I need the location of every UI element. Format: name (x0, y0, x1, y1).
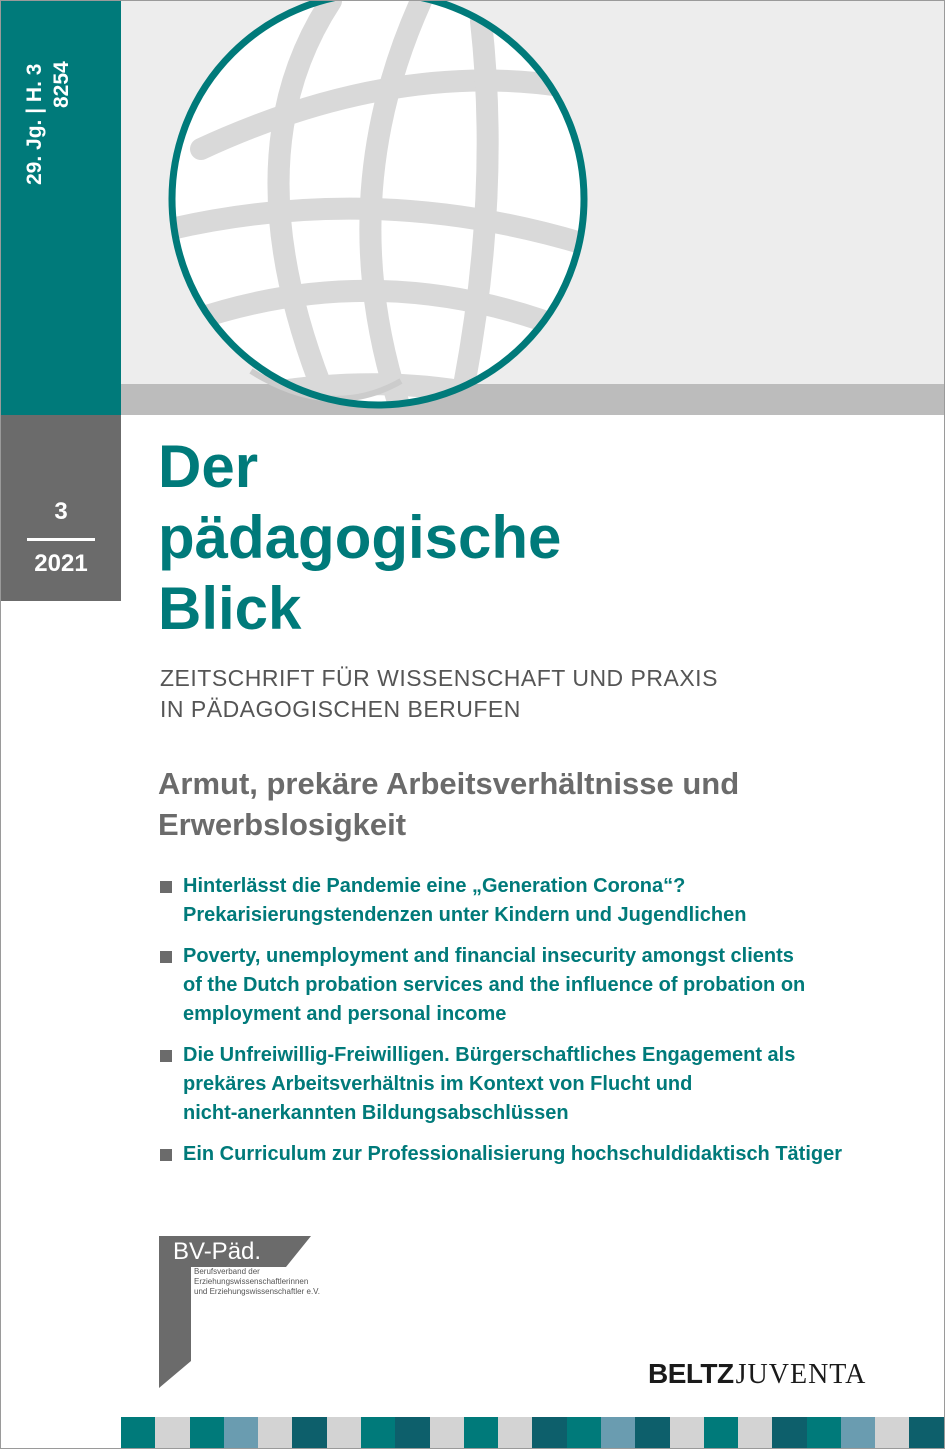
bar-segment (635, 1417, 669, 1448)
bar-segment (327, 1417, 361, 1448)
association-desc-line: und Erziehungswissenschaftler e.V. (194, 1287, 320, 1296)
list-item (160, 1041, 900, 1128)
bar-segment (395, 1417, 429, 1448)
article-line: prekäres Arbeitsverhältnis im Kontext von Flucht und (183, 1073, 693, 1095)
issue-year: 2021 (34, 550, 88, 577)
journal-subtitle (160, 663, 718, 725)
article-title (183, 872, 900, 930)
bar-segment (292, 1417, 326, 1448)
volume-label (21, 61, 75, 185)
article-title (183, 1041, 900, 1128)
bar-segment (258, 1417, 292, 1448)
square-bullet-icon (160, 881, 172, 893)
publisher-logo (648, 1357, 866, 1392)
square-bullet-icon (160, 1050, 172, 1062)
bar-segment (430, 1417, 464, 1448)
article-line: Hinterlässt die Pandemie eine „Generation Corona“? (183, 875, 686, 897)
bar-segment (121, 1417, 155, 1448)
association-name: BV-Päd. (173, 1238, 262, 1265)
contents-list (160, 872, 900, 1181)
association-description (194, 1267, 320, 1297)
bar-segment (361, 1417, 395, 1448)
bar-segment (704, 1417, 738, 1448)
subtitle-line-2: IN PÄDAGOGISCHEN BERUFEN (160, 696, 521, 722)
publisher-name-juventa: JUVENTA (735, 1359, 867, 1390)
bar-segment (875, 1417, 909, 1448)
square-bullet-icon (160, 1149, 172, 1161)
article-title (183, 1140, 900, 1169)
article-line: Die Unfreiwillig-Freiwilligen. Bürgerschaftliches Engagement als (183, 1044, 796, 1066)
globe-icon (161, 1, 596, 421)
bar-segment (841, 1417, 875, 1448)
journal-title (158, 431, 561, 644)
issue-divider (27, 538, 95, 541)
title-line-3: Blick (158, 575, 302, 642)
topic-line-2: Erwerbslosigkeit (158, 807, 407, 842)
article-title (183, 942, 900, 1029)
list-item (160, 942, 900, 1029)
volume-block (1, 1, 121, 415)
article-line: nicht-anerkannten Bildungsabschlüssen (183, 1102, 569, 1124)
bar-segment (807, 1417, 841, 1448)
list-item (160, 872, 900, 930)
article-line: employment and personal income (183, 1003, 507, 1025)
title-line-2: pädagogische (158, 504, 562, 571)
association-desc-line: Berufsverband der (194, 1267, 260, 1276)
bar-segment (909, 1417, 943, 1448)
title-line-1: Der (158, 433, 259, 500)
article-line: Prekarisierungstendenzen unter Kindern und Jugendlichen (183, 904, 747, 926)
bar-segment (567, 1417, 601, 1448)
bar-segment (670, 1417, 704, 1448)
bar-segment (224, 1417, 258, 1448)
bar-segment (738, 1417, 772, 1448)
bar-segment (601, 1417, 635, 1448)
publisher-name-beltz: BELTZ (648, 1358, 734, 1389)
article-line: Ein Curriculum zur Professionalisierung hochschuldidaktisch Tätiger (183, 1143, 843, 1165)
bar-segment (155, 1417, 189, 1448)
association-desc-line: Erziehungswissenschaftlerinnen (194, 1277, 309, 1286)
topic-line-1: Armut, prekäre Arbeitsverhältnisse und (158, 766, 740, 801)
issue-topic (158, 763, 918, 845)
subtitle-line-1: ZEITSCHRIFT FÜR WISSENSCHAFT UND PRAXIS (160, 665, 718, 691)
bar-segment (190, 1417, 224, 1448)
decorative-bottom-bar (121, 1417, 944, 1448)
issue-number: 3 (54, 498, 68, 525)
bar-segment (532, 1417, 566, 1448)
bar-segment (498, 1417, 532, 1448)
bar-segment (772, 1417, 806, 1448)
article-line: of the Dutch probation services and the influence of probation on (183, 974, 806, 996)
article-line: Poverty, unemployment and financial insecurity amongst clients (183, 945, 794, 967)
bar-segment (464, 1417, 498, 1448)
volume-line-2: 8254 (50, 61, 73, 108)
square-bullet-icon (160, 951, 172, 963)
issue-block (1, 415, 121, 601)
volume-line-1: 29. Jg. | H. 3 (23, 63, 46, 185)
list-item (160, 1140, 900, 1169)
